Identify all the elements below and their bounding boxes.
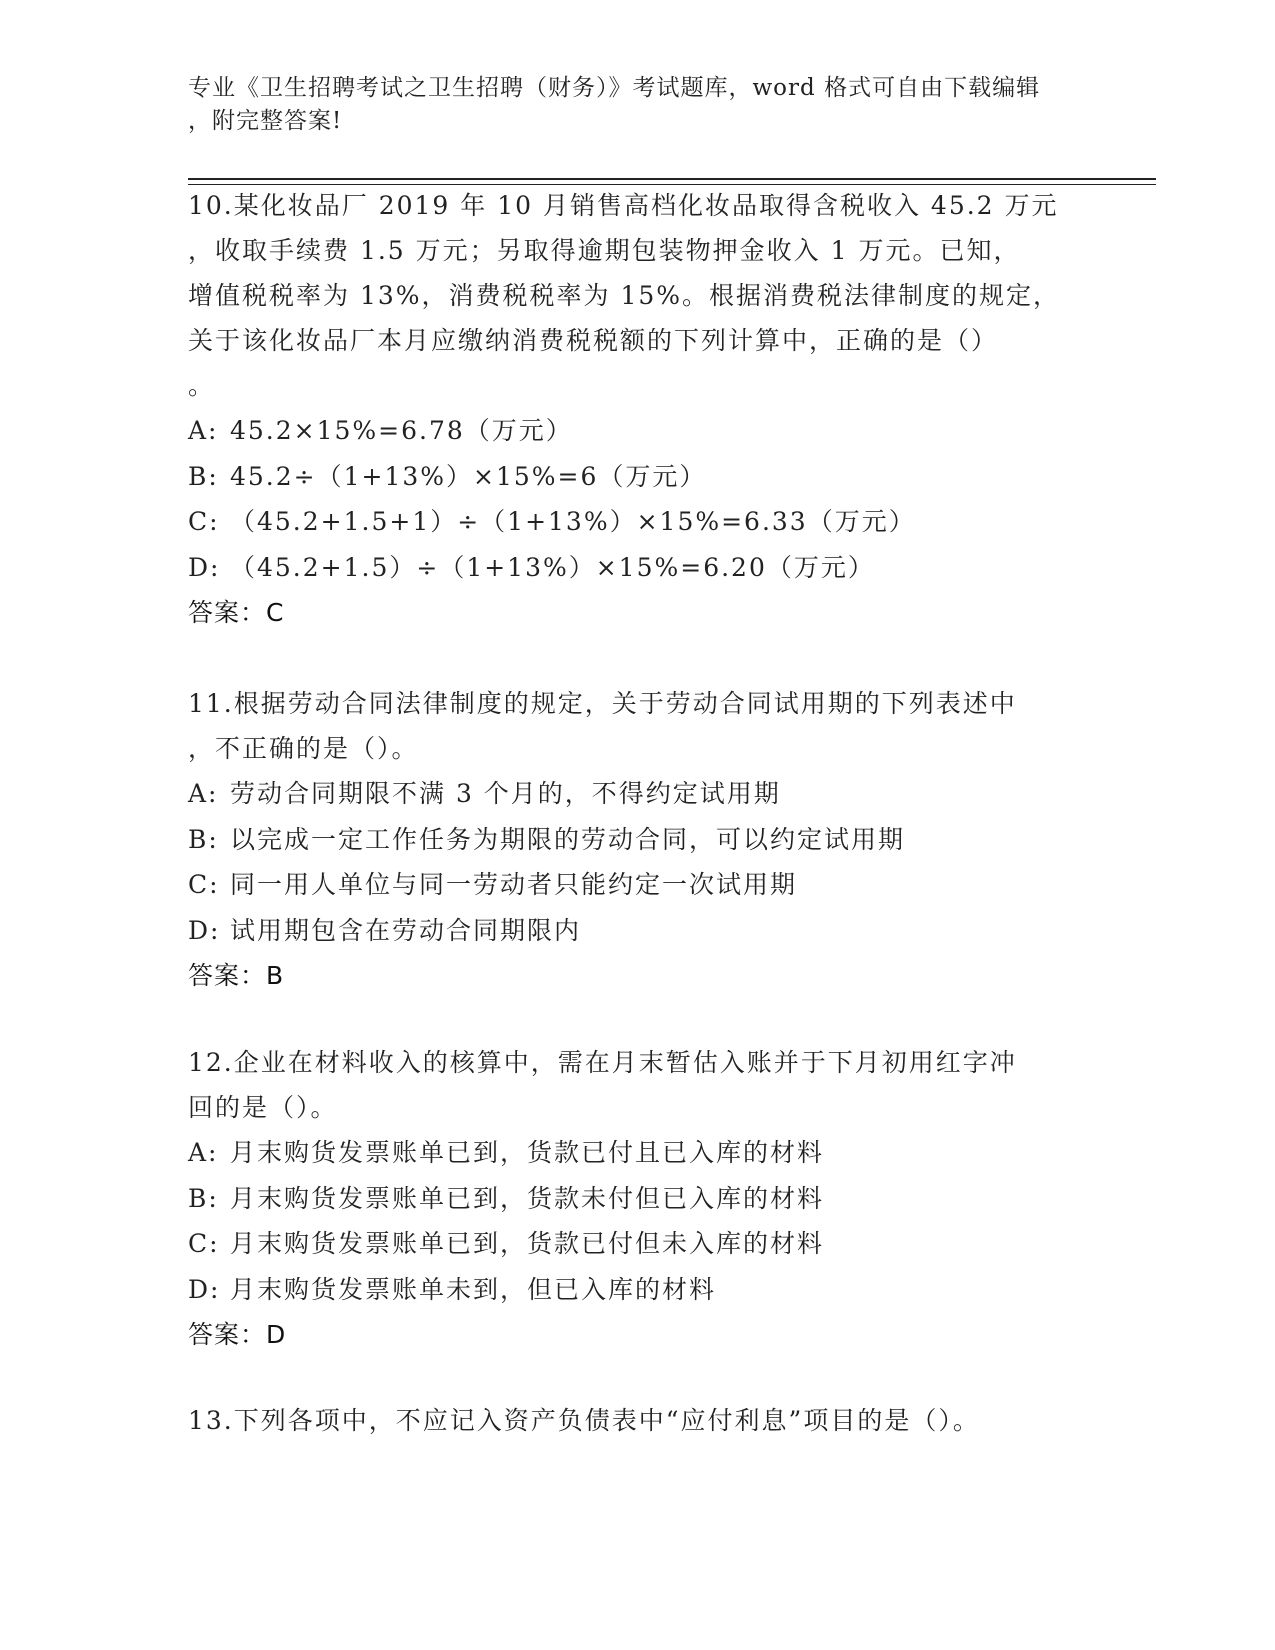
question-13 (188, 1398, 1088, 1443)
question-12-option-d: D: 月末购货发票账单未到，但已入库的材料 (188, 1274, 717, 1304)
question-10-line-3: 增值税税率为 13%，消费税税率为 15%。根据消费税法律制度的规定， (188, 281, 1061, 310)
question-10 (188, 183, 1088, 635)
question-10-option-b: B: 45.2÷（1+13%）×15%=6（万元） (188, 461, 707, 491)
header-line-1: 专业《卫生招聘考试之卫生招聘（财务）》考试题库，word 格式可自由下载编辑 (188, 75, 1041, 101)
question-11-option-b: B: 以完成一定工作任务为期限的劳动合同，可以约定试用期 (188, 824, 906, 854)
question-11 (188, 681, 1088, 998)
question-11-option-a: A: 劳动合同期限不满 3 个月的，不得约定试用期 (188, 779, 781, 808)
question-12-line-2: 回的是（）。 (188, 1093, 338, 1122)
question-12-line-1: 12.企业在材料收入的核算中，需在月末暂估入账并于下月初用红字冲 (188, 1048, 1017, 1077)
question-10-option-d: D: （45.2+1.5）÷（1+13%）×15%=6.20（万元） (188, 552, 875, 582)
question-12 (188, 1040, 1088, 1357)
question-11-option-d: D: 试用期包含在劳动合同期限内 (188, 915, 582, 945)
question-10-line-4: 关于该化妆品厂本月应缴纳消费税税额的下列计算中，正确的是（） (188, 326, 999, 355)
question-11-option-c: C: 同一用人单位与同一劳动者只能约定一次试用期 (188, 870, 798, 899)
question-12-option-b: B: 月末购货发票账单已到，货款未付但已入库的材料 (188, 1183, 825, 1213)
question-11-line-2: ，不正确的是（）。 (188, 734, 419, 763)
question-10-line-2: ，收取手续费 1.5 万元；另取得逾期包装物押金收入 1 万元。已知， (188, 236, 1021, 265)
question-12-option-c: C: 月末购货发票账单已到，货款已付但未入库的材料 (188, 1229, 825, 1258)
question-10-line-5: 。 (188, 371, 216, 400)
question-10-line-1: 10.某化妆品厂 2019 年 10 月销售高档化妆品取得含税收入 45.2 万元 (188, 191, 1059, 220)
question-11-line-1: 11.根据劳动合同法律制度的规定，关于劳动合同试用期的下列表述中 (188, 689, 1017, 718)
question-10-option-a: A: 45.2×15%=6.78（万元） (188, 416, 573, 445)
header-divider-thick (188, 178, 1156, 180)
question-10-option-c: C: （45.2+1.5+1）÷（1+13%）×15%=6.33（万元） (188, 507, 916, 536)
question-11-answer: 答案：B (188, 961, 285, 990)
question-10-answer: 答案：C (188, 598, 285, 627)
question-13-line-1: 13.下列各项中，不应记入资产负债表中“应付利息”项目的是（）。 (188, 1406, 980, 1435)
header-line-2: ，附完整答案! (188, 108, 343, 134)
question-12-option-a: A: 月末购货发票账单已到，货款已付且已入库的材料 (188, 1138, 825, 1167)
document-header (188, 72, 1068, 138)
question-12-answer: 答案：D (188, 1320, 287, 1349)
